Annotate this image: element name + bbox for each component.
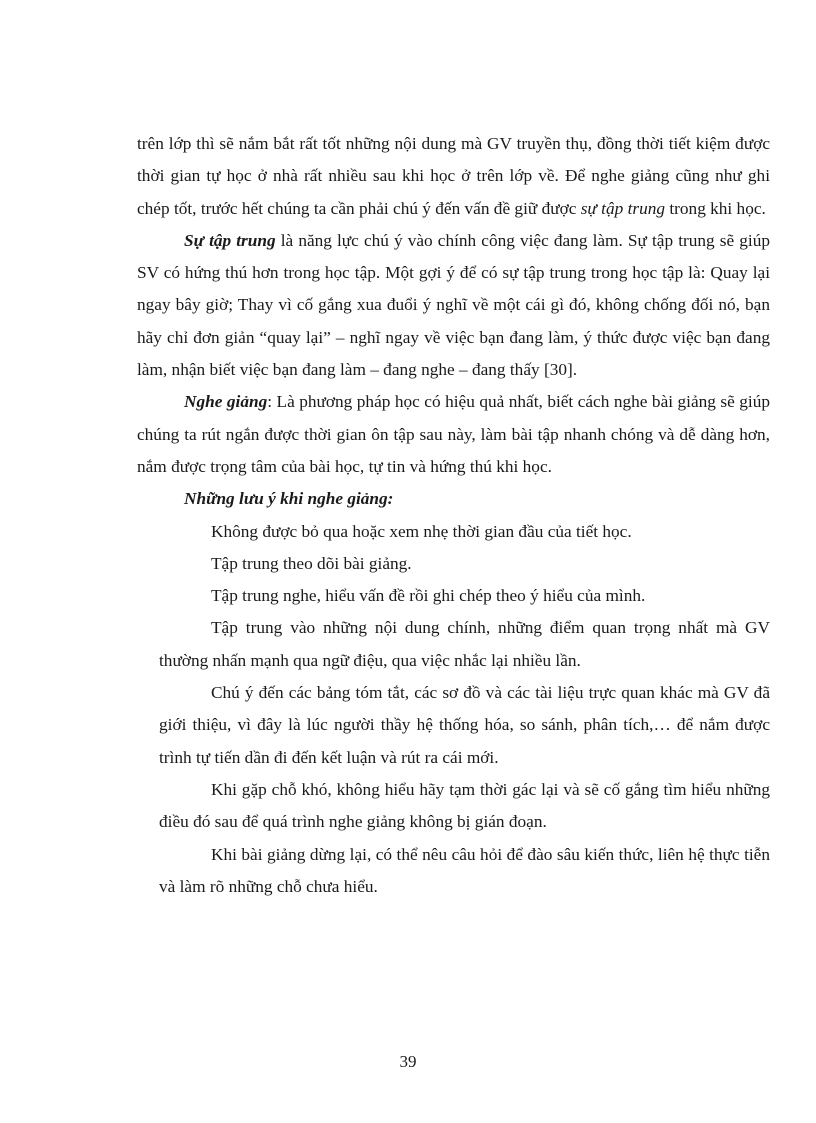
- paragraph-continuation: [137, 128, 770, 225]
- page-number: 39: [399, 1052, 417, 1071]
- term-focus: Sự tập trung: [184, 230, 276, 250]
- paragraph-focus: [137, 225, 770, 386]
- page-body: [137, 128, 770, 903]
- paragraph-text: trên lớp thì sẽ nắm bắt rất tốt những nội dung mà GV truyền thụ, đồng thời tiết kiệm được thời gian tự học ở nhà rất nhiều sau khi học ở trên lớp về. Để nghe giảng cũng như ghi chép tốt, trước hết chúng ta cần phải chú ý đến vấn đề giữ được: [137, 134, 770, 218]
- term-listening: Nghe giảng: [184, 392, 268, 412]
- list-item: Khi bài giảng dừng lại, có thể nêu câu hỏi để đào sâu kiến thức, liên hệ thực tiễn và làm rõ những chỗ chưa hiểu.: [159, 844, 770, 896]
- emphasis-term: sự tập trung: [580, 198, 666, 218]
- paragraph-text: là năng lực chú ý vào chính công việc đang làm. Sự tập trung sẽ giúp SV có hứng thú hơn trong học tập. Một gợi ý để có sự tập trung trong học tập là: Quay lại ngay bây giờ; Thay vì cố gắng xua đuổi ý nghĩ về một cái gì đó, không chống đối nó, bạn hãy chỉ đơn giản “quay lại” – nghĩ ngay về việc bạn đang làm, ý thức được việc bạn đang làm, nhận biết việc bạn đang làm – đang nghe – đang thấy [30].: [137, 230, 770, 380]
- list-item: Tập trung vào những nội dung chính, những điểm quan trọng nhất mà GV thường nhấn mạnh qua ngữ điệu, qua việc nhắc lại nhiều lần.: [159, 618, 770, 670]
- notes-heading: Những lưu ý khi nghe giảng:: [184, 489, 394, 509]
- section-heading: [137, 483, 770, 515]
- paragraph-listening: [137, 386, 770, 483]
- list-item: Tập trung nghe, hiểu vấn đề rồi ghi chép theo ý hiểu của mình.: [211, 586, 646, 606]
- paragraph-text: trong khi học.: [665, 198, 766, 218]
- list-item: Khi gặp chỗ khó, không hiểu hãy tạm thời gác lại và sẽ cố gắng tìm hiểu những điều đó sau để quá trình nghe giảng không bị gián đoạn.: [159, 779, 770, 832]
- list-item: Không được bỏ qua hoặc xem nhẹ thời gian đầu của tiết học.: [211, 521, 632, 541]
- list-item: Chú ý đến các bảng tóm tắt, các sơ đồ và các tài liệu trực quan khác mà GV đã giới thiệu, vì đây là lúc người thầy hệ thống hóa, so sánh, phân tích,… để nắm được trình tự tiến dần đi đến kết luận và rút ra cái mới.: [159, 683, 770, 767]
- list-item: Tập trung theo dõi bài giảng.: [211, 553, 412, 573]
- paragraph-text: : Là phương pháp học có hiệu quả nhất, biết cách nghe bài giảng sẽ giúp chúng ta rút ngắn được thời gian ôn tập sau này, làm bài tập nhanh chóng và dễ dàng hơn, nắm được trọng tâm của bài học, tự tin và hứng thú khi học.: [137, 392, 771, 476]
